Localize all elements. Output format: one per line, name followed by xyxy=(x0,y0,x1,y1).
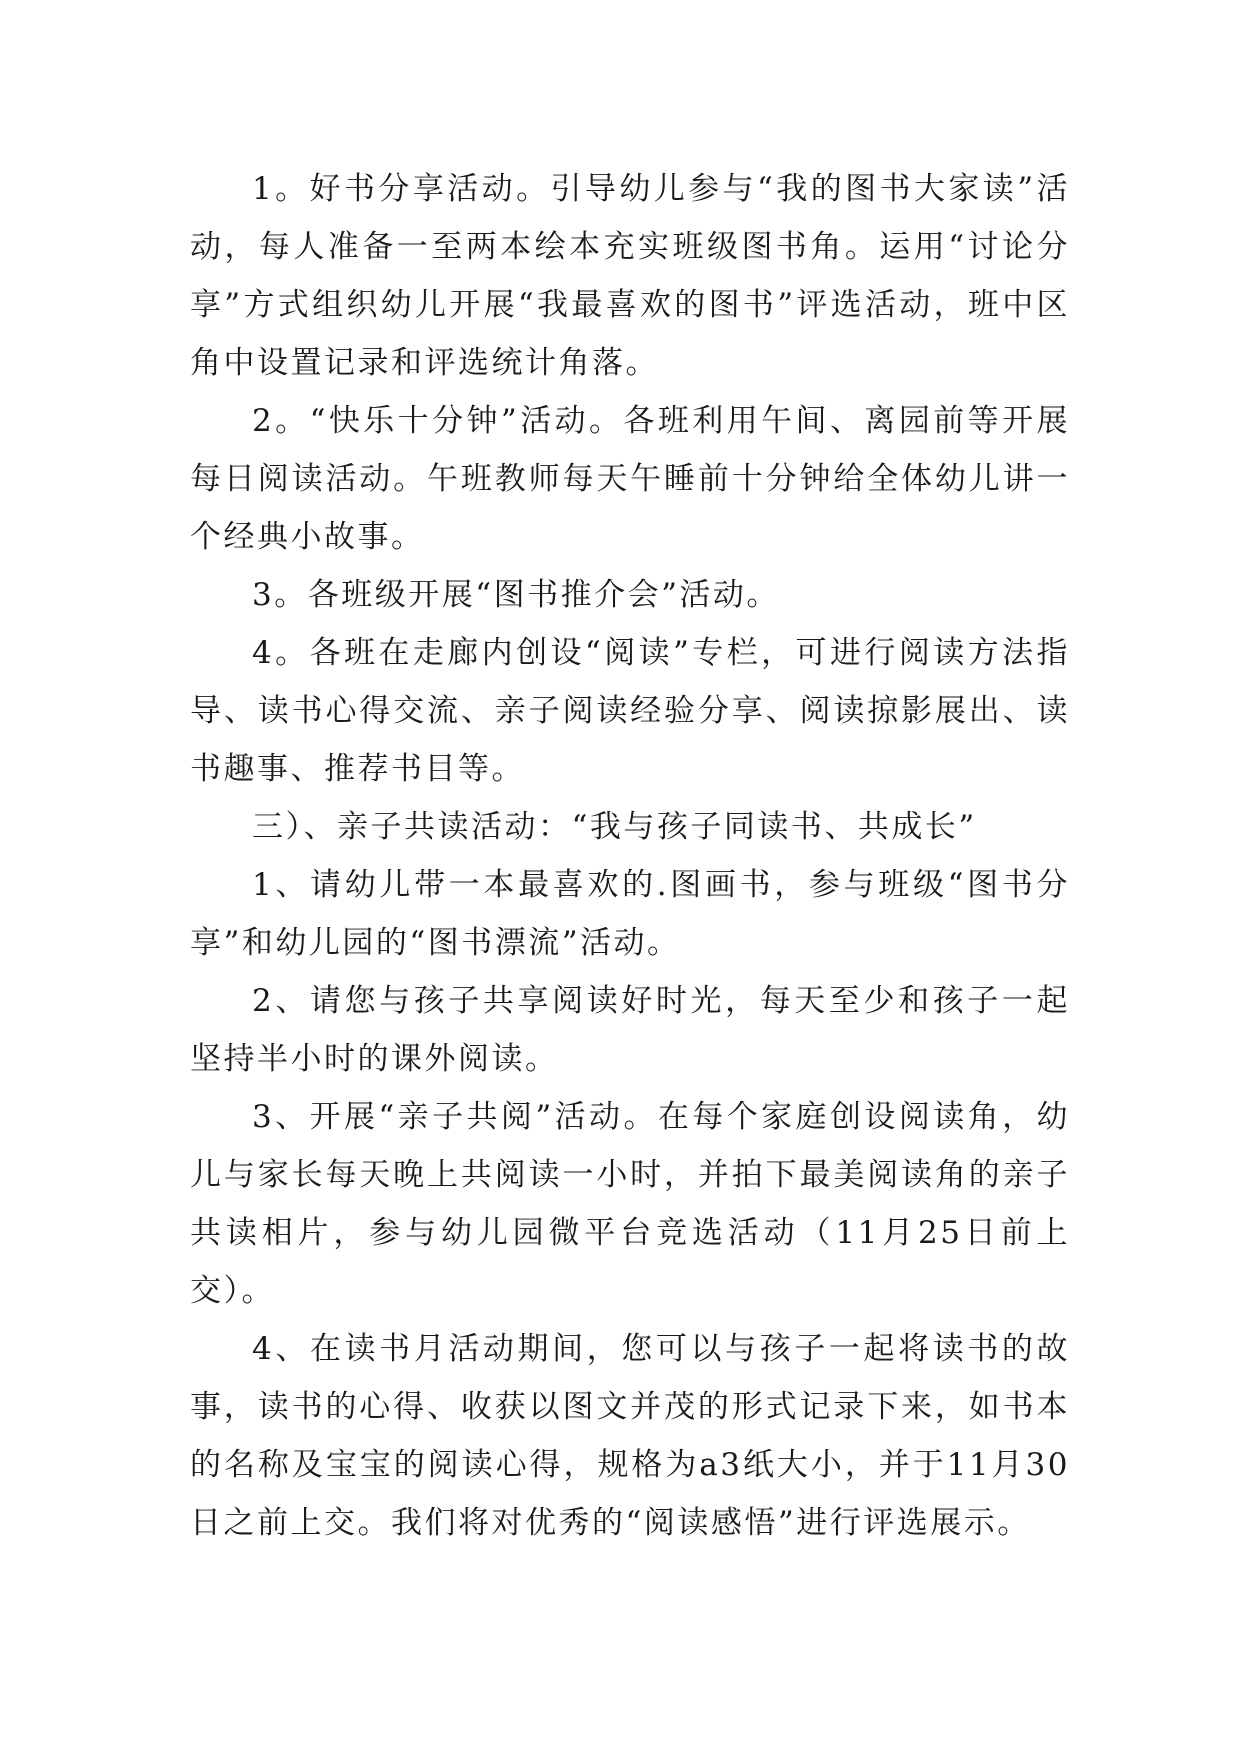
document-body xyxy=(190,160,1070,1552)
paragraph-2: 2。“快乐十分钟”活动。各班利用午间、离园前等开展每日阅读活动。午班教师每天午睡前十分钟给全体幼儿讲一个经典小故事。 xyxy=(190,403,1070,555)
paragraph-3: 3。各班级开展“图书推介会”活动。 xyxy=(252,577,780,613)
paragraph-6: 2、请您与孩子共享阅读好时光，每天至少和孩子一起坚持半小时的课外阅读。 xyxy=(190,983,1070,1077)
paragraph-8: 4、在读书月活动期间，您可以与孩子一起将读书的故事，读书的心得、收获以图文并茂的形式记录下来，如书本的名称及宝宝的阅读心得，规格为a3纸大小，并于11月30日之前上交。我们将对优秀的“阅读感悟”进行评选展示。 xyxy=(190,1331,1070,1541)
paragraph-4: 4。各班在走廊内创设“阅读”专栏，可进行阅读方法指导、读书心得交流、亲子阅读经验分享、阅读掠影展出、读书趣事、推荐书目等。 xyxy=(190,635,1070,787)
paragraph-1: 1。好书分享活动。引导幼儿参与“我的图书大家读”活动，每人准备一至两本绘本充实班级图书角。运用“讨论分享”方式组织幼儿开展“我最喜欢的图书”评选活动，班中区角中设置记录和评选统计角落。 xyxy=(190,171,1070,381)
paragraph-7: 3、开展“亲子共阅”活动。在每个家庭创设阅读角，幼儿与家长每天晚上共阅读一小时，并拍下最美阅读角的亲子共读相片，参与幼儿园微平台竞选活动（11月25日前上交）。 xyxy=(190,1099,1070,1309)
paragraph-5: 1、请幼儿带一本最喜欢的.图画书，参与班级“图书分享”和幼儿园的“图书漂流”活动。 xyxy=(190,867,1070,961)
section-heading: 三）、亲子共读活动：“我与孩子同读书、共成长” xyxy=(252,809,977,845)
